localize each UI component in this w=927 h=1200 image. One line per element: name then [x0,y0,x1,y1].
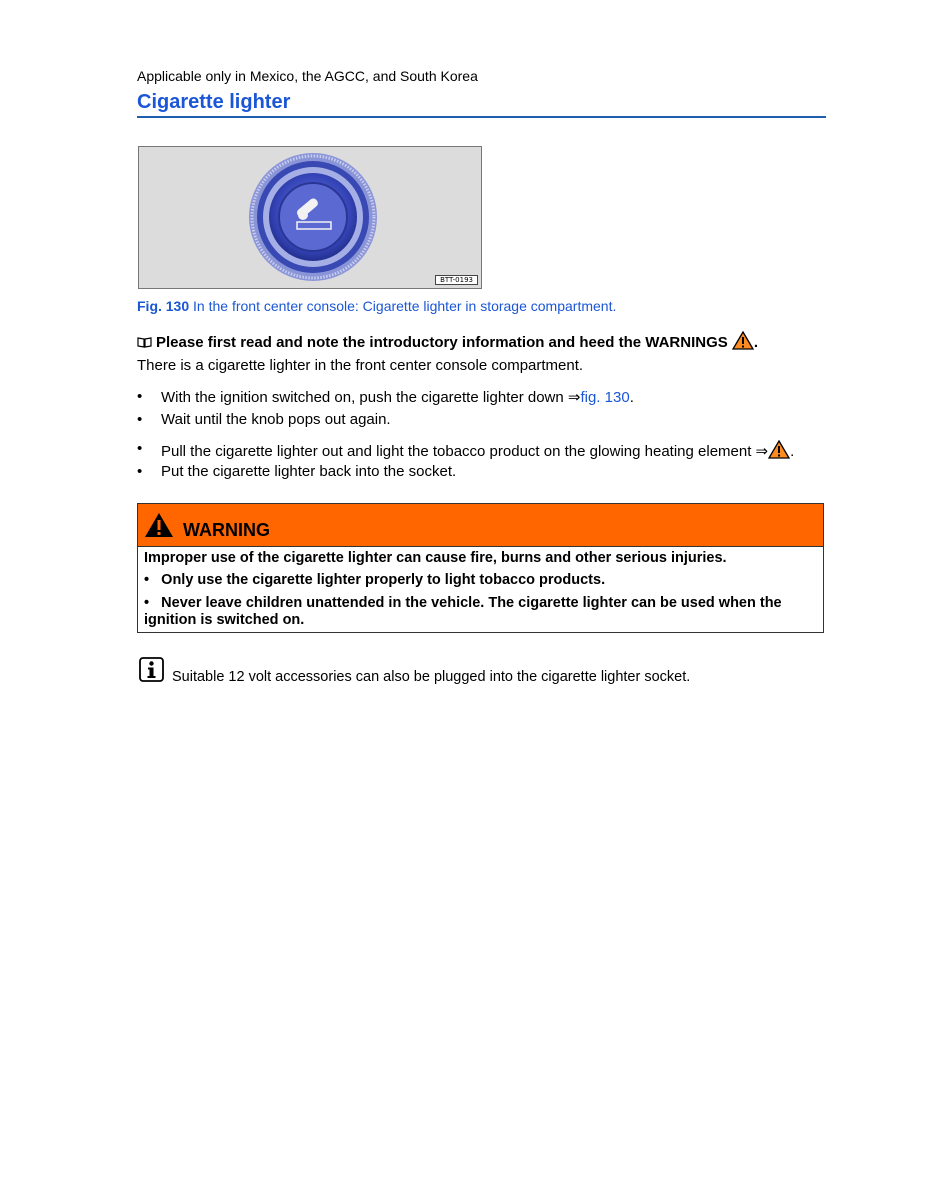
list-item-text: With the ignition switched on, push the cigarette lighter down ⇒ [161,389,581,406]
list-item-text: Pull the cigarette lighter out and light the tobacco product on the glowing heating element ⇒ [161,443,769,460]
warning-summary: Improper use of the cigarette lighter can cause fire, burns and other serious injuries. [144,550,727,566]
warning-header [138,504,823,547]
list-item-end: . [790,443,795,460]
warning-triangle-icon[interactable] [768,440,790,459]
warning-bullet-continuation: ignition is switched on. [144,612,305,628]
info-note-text: Suitable 12 volt accessories can also be plugged into the cigarette lighter socket. [172,669,691,685]
figure-link[interactable]: fig. 130 [580,389,630,406]
figure-caption [137,298,616,314]
list-item-text: Wait until the knob pops out again. [161,411,391,428]
warning-triangle-icon [732,331,754,350]
book-icon [137,336,152,348]
info-icon [139,657,164,682]
lead-paragraph: There is a cigarette lighter in the front center console compartment. [137,357,584,374]
intro-suffix: . [753,334,759,351]
figure-caption-text: In the front center console: Cigarette lighter in storage compartment. [189,298,617,314]
figure-number: Fig. 130 [137,298,190,314]
cigarette-lighter-illustration [139,147,481,288]
intro-instruction [137,331,758,351]
figure-image [138,146,482,289]
list-item-end: . [629,389,634,406]
list-item-text: Put the cigarette lighter back into the socket. [161,463,457,480]
section-title: Cigarette lighter [137,91,826,118]
warning-bullet: • Never leave children unattended in the vehicle. The cigarette lighter can be used when the [144,595,782,611]
warning-box [137,503,824,633]
figure-code: BTT-0193 [435,275,478,285]
intro-text: Please first read and note the introductory information and heed the WARNINGS [156,334,728,351]
warning-triangle-icon [144,512,174,538]
warning-bullet: • Only use the cigarette lighter properly to light tobacco products. [144,572,606,588]
warning-heading: WARNING [183,520,270,540]
applicability-note: Applicable only in Mexico, the AGCC, and South Korea [137,68,478,84]
